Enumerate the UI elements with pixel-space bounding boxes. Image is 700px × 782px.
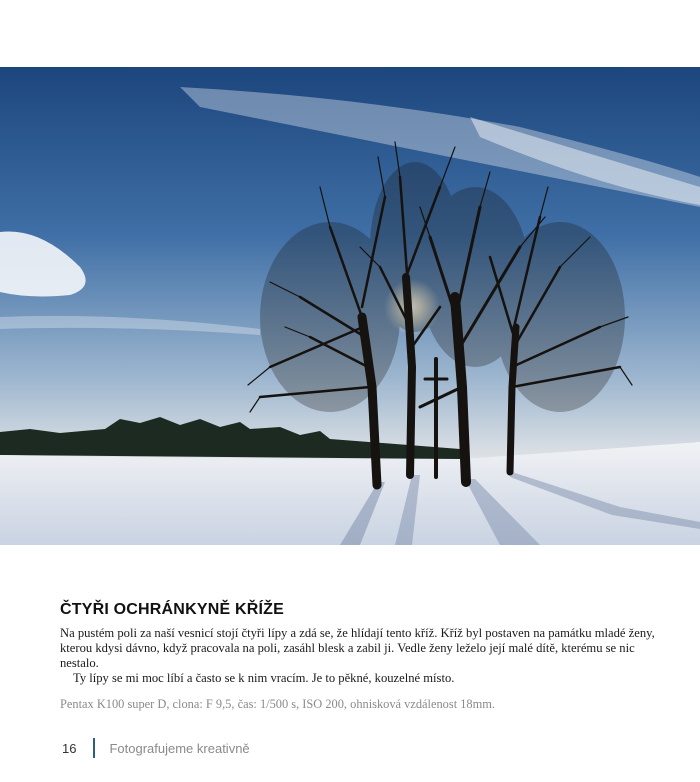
photo [0, 67, 700, 545]
article-paragraph: Na pustém poli za naší vesnicí stojí čtyři lípy a zdá se, že hlídají tento kříž. Kříž byl postaven na památku mladé ženy, kterou kdysi dávno, když pracovala na poli, zasáhl blesk a zabil ji. Vedle ženy leželo její malé dítě, kterému se nic nestalo. [60, 626, 655, 670]
winter-trees-photo [0, 67, 700, 545]
article-paragraph: Ty lípy se mi moc líbí a často se k nim vracím. Je to pěkné, kouzelné místo. [73, 671, 455, 685]
page-number: 16 [62, 740, 77, 756]
footer-divider [93, 738, 95, 758]
page-footer [62, 737, 250, 759]
photo-caption: Pentax K100 super D, clona: F 9,5, čas: 1/500 s, ISO 200, ohnisková vzdálenost 18mm. [60, 697, 496, 711]
section-name: Fotografujeme kreativně [109, 740, 250, 756]
article-body [60, 626, 660, 686]
article-title: ČTYŘI OCHRÁNKYNĚ KŘÍŽE [60, 601, 284, 618]
